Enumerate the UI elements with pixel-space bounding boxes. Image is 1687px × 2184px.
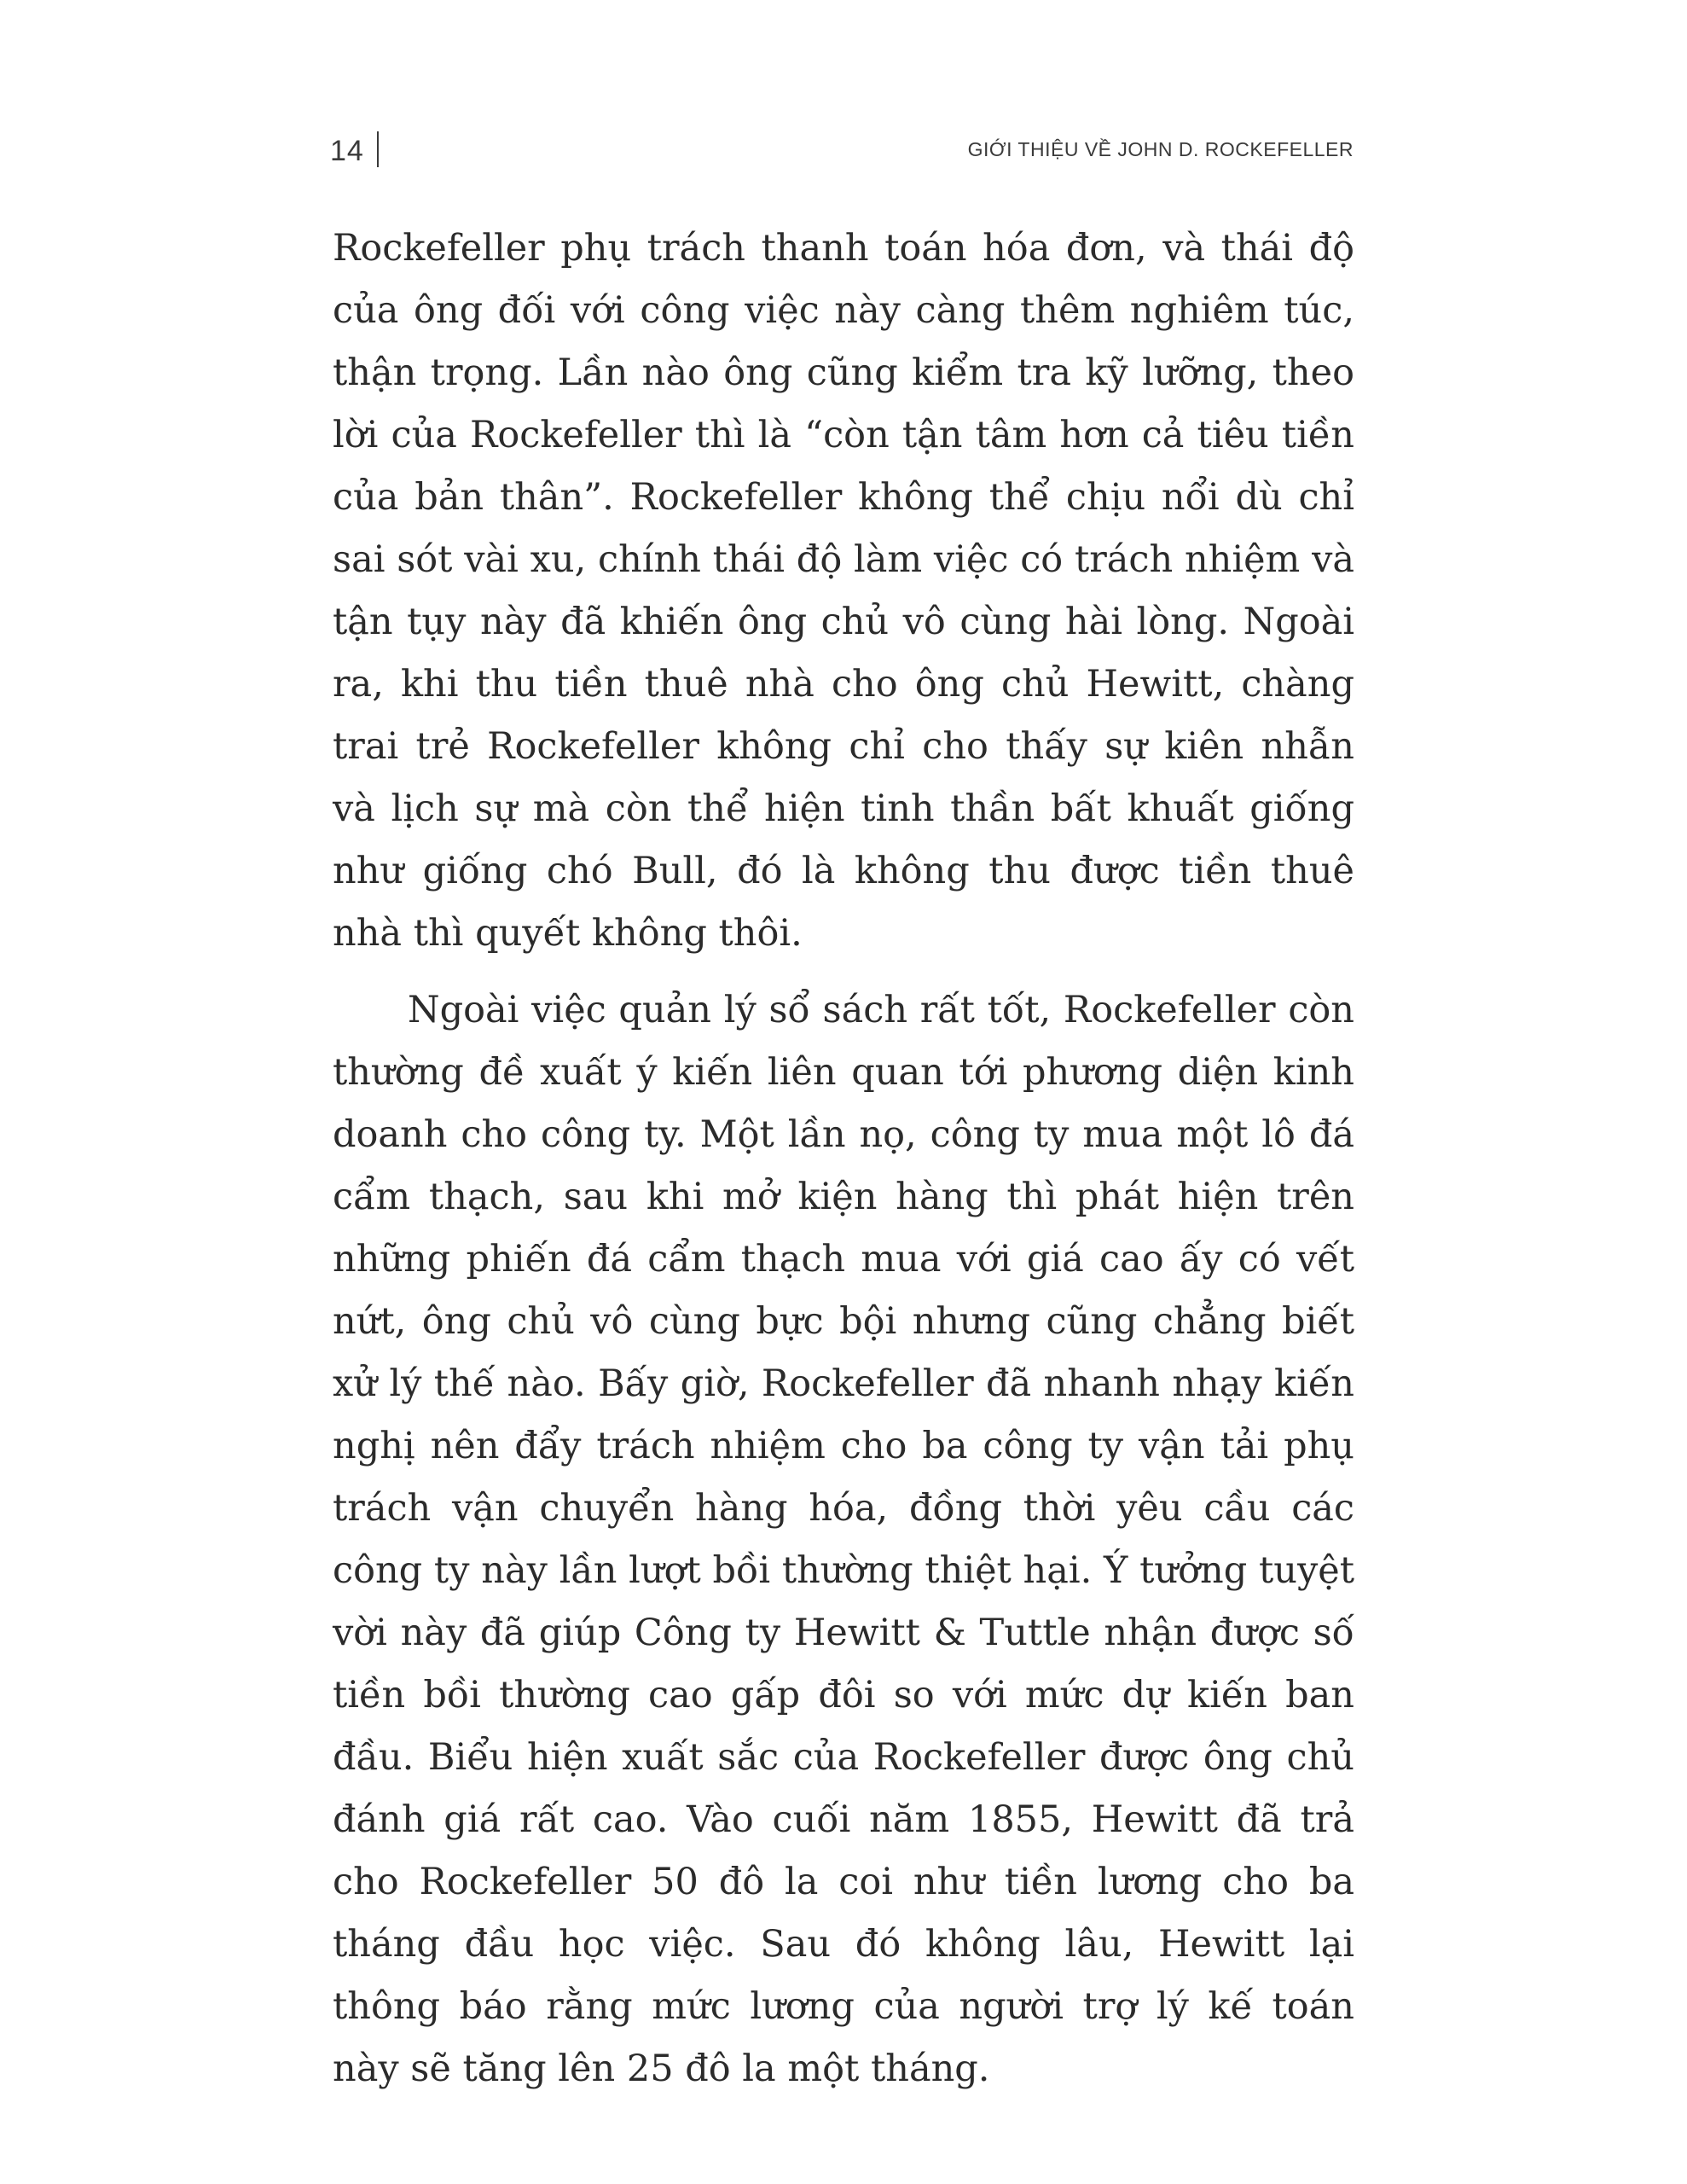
page-header — [330, 128, 1354, 179]
page-number: 14 — [330, 135, 364, 167]
running-title: GIỚI THIỆU VỀ JOHN D. ROCKEFELLER — [967, 138, 1354, 160]
paragraph: Rockefeller phụ trách thanh toán hóa đơn, và thái độ của ông đối với công việc này càng thêm nghiêm túc, thận trọng. Lần nào ông cũng kiểm tra kỹ lưỡng, theo lời của Rockefeller thì là “còn tận tâm hơn cả tiêu tiền của bản thân”. Rockefeller không thể chịu nổi dù chỉ sai sót vài xu, chính thái độ làm việc có trách nhiệm và tận tụy này đã khiến ông chủ vô cùng hài lòng. Ngoài ra, khi thu tiền thuê nhà cho ông chủ Hewitt, chàng trai trẻ Rockefeller không chỉ cho thấy sự kiên nhẫn và lịch sự mà còn thể hiện tinh thần bất khuất giống như giống chó Bull, đó là không thu được tiền thuê nhà thì quyết không thôi. — [333, 227, 1354, 955]
body-text — [333, 218, 1354, 2100]
paragraph: Ngoài việc quản lý sổ sách rất tốt, Rockefeller còn thường đề xuất ý kiến liên quan tới phương diện kinh doanh cho công ty. Một lần nọ, công ty mua một lô đá cẩm thạch, sau khi mở kiện hàng thì phát hiện trên những phiến đá cẩm thạch mua với giá cao ấy có vết nứt, ông chủ vô cùng bực bội nhưng cũng chẳng biết xử lý thế nào. Bấy giờ, Rockefeller đã nhanh nhạy kiến nghị nên đẩy trách nhiệm cho ba công ty vận tải phụ trách vận chuyển hàng hóa, đồng thời yêu cầu các công ty này lần lượt bồi thường thiệt hại. Ý tưởng tuyệt vời này đã giúp Công ty Hewitt & Tuttle nhận được số tiền bồi thường cao gấp đôi so với mức dự kiến ban đầu. Biểu hiện xuất sắc của Rockefeller được ông chủ đánh giá rất cao. Vào cuối năm 1855, Hewitt đã trả cho Rockefeller 50 đô la coi như tiền lương cho ba tháng đầu học việc. Sau đó không lâu, Hewitt lại thông báo rằng mức lương của người trợ lý kế toán này sẽ tăng lên 25 đô la một tháng. — [333, 989, 1354, 2090]
header-divider — [377, 131, 379, 167]
